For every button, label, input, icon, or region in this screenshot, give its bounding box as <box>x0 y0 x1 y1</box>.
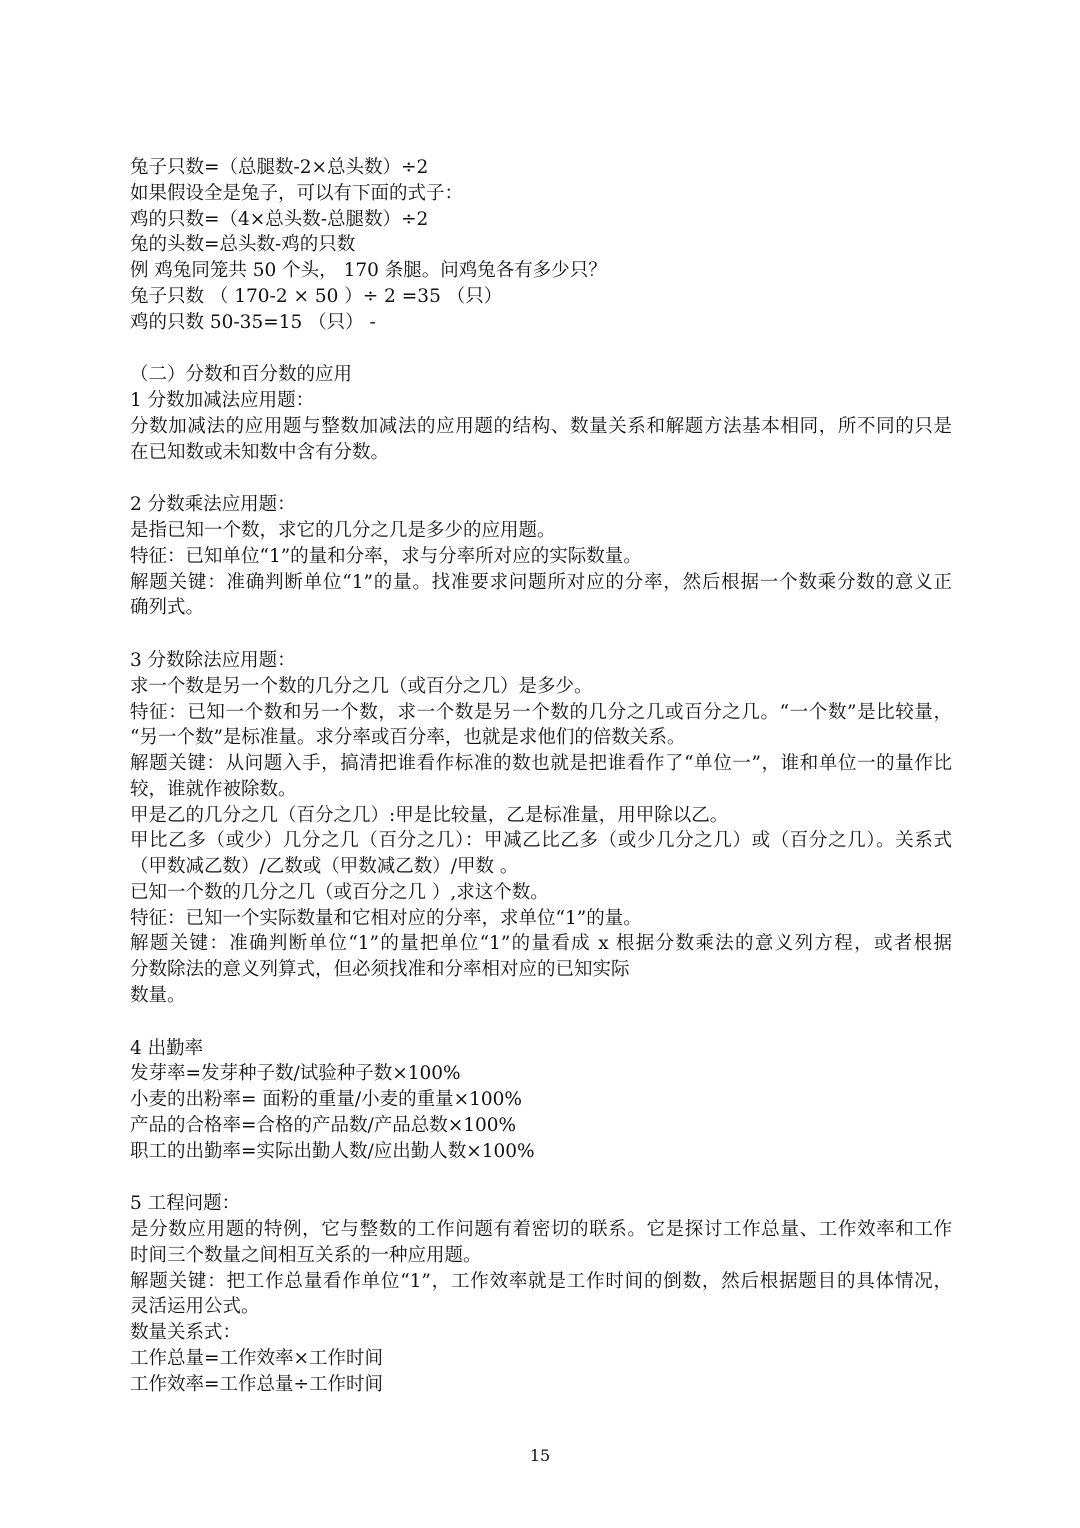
subheading: 1 分数加减法应用题： <box>130 390 315 411</box>
formula-line: 工作效率=工作总量÷工作时间 <box>130 1373 384 1395</box>
formula-line: 职工的出勤率=实际出勤人数/应出勤人数×100% <box>130 1140 535 1162</box>
formula-line: 小麦的出粉率= 面粉的重量/小麦的重量×100% <box>130 1089 523 1110</box>
text-line: 已知一个数的几分之几（或百分之几 ）,求这个数。 <box>130 881 549 903</box>
text-line: 特征：已知单位“1”的量和分率，求与分率所对应的实际数量。 <box>130 545 642 567</box>
text-line: 数量关系式： <box>130 1322 242 1343</box>
text-line: 兔子只数 （ 170-2 × 50 ）÷ 2 =35 （只） <box>130 285 503 307</box>
text-line: 甲是乙的几分之几（百分之几）:甲是比较量，乙是标准量，用甲除以乙。 <box>130 804 729 826</box>
text-line: 特征：已知一个实际数量和它相对应的分率，求单位“1”的量。 <box>130 907 642 929</box>
text-line: 解题关键：准确判断单位“1”的量把单位“1”的量看成 x 根据分数乘法的意义列方程，或者根据 <box>130 933 952 955</box>
text-line: 确列式。 <box>130 597 205 619</box>
text-line: 灵活运用公式。 <box>130 1296 260 1318</box>
text-line: 分数加减法的应用题与整数加减法的应用题的结构、数量关系和解题方法基本相同，所不同的只是 <box>130 415 952 437</box>
text-line: 是分数应用题的特例，它与整数的工作问题有着密切的联系。它是探讨工作总量、工作效率和工作 <box>130 1219 952 1240</box>
text-line: 鸡的只数=（4×总头数-总腿数）÷2 <box>130 208 429 230</box>
section-heading: （二）分数和百分数的应用 <box>130 364 353 386</box>
page-number: 15 <box>529 1446 551 1465</box>
text-line: 解题关键：准确判断单位“1”的量。找准要求问题所对应的分率，然后根据一个数乘分数的意义正 <box>130 571 952 593</box>
text-line: 是指已知一个数，求它的几分之几是多少的应用题。 <box>130 520 556 541</box>
text-line: 鸡的只数 50-35=15 （只） - <box>130 311 376 333</box>
text-line: 特征：已知一个数和另一个数，求一个数是另一个数的几分之几或百分之几。“一个数”是比较量， <box>130 701 952 723</box>
formula-line: 工作总量=工作效率×工作时间 <box>130 1347 384 1369</box>
text-line: 分数除法的意义列算式，但必须找准和分率相对应的已知实际 <box>130 959 630 980</box>
text-line: 在已知数或未知数中含有分数。 <box>130 441 390 463</box>
text-line: 时间三个数量之间相互关系的一种应用题。 <box>130 1244 482 1266</box>
formula-line: 产品的合格率=合格的产品数/产品总数×100% <box>130 1114 517 1136</box>
text-line: 甲比乙多（或少）几分之几（百分之几）：甲减乙比乙多（或少几分之几）或（百分之几）。关系式 <box>130 830 952 852</box>
formula-line: 发芽率=发芽种子数/试验种子数×100% <box>130 1063 461 1085</box>
text-line: 较，谁就作被除数。 <box>130 778 297 800</box>
text-line: 求一个数是另一个数的几分之几（或百分之几）是多少。 <box>130 675 593 697</box>
text-line: 兔的头数=总头数-鸡的只数 <box>130 234 356 256</box>
document-body <box>130 155 952 1397</box>
subheading: 3 分数除法应用题： <box>130 650 296 671</box>
text-line: 例 鸡兔同笼共 50 个头， 170 条腿。问鸡兔各有多少只？ <box>130 260 607 281</box>
text-line: 解题关键：把工作总量看作单位“1”，工作效率就是工作时间的倒数，然后根据题目的具体情况， <box>130 1270 952 1292</box>
text-line: “另一个数”是标准量。求分率或百分率，也就是求他们的倍数关系。 <box>130 727 686 749</box>
subheading: 5 工程问题： <box>130 1193 241 1215</box>
text-line: 解题关键：从问题入手，搞清把谁看作标准的数也就是把谁看作了“单位一”，谁和单位一的量作比 <box>130 753 952 774</box>
text-line: （甲数减乙数）/乙数或（甲数减乙数）/甲数 。 <box>130 856 519 877</box>
text-line: 数量。 <box>130 984 186 1006</box>
text-line: 兔子只数=（总腿数-2×总头数）÷2 <box>130 157 429 178</box>
text-line: 如果假设全是兔子，可以有下面的式子： <box>130 182 464 204</box>
subheading: 2 分数乘法应用题： <box>130 494 296 516</box>
subheading: 4 出勤率 <box>130 1037 204 1059</box>
